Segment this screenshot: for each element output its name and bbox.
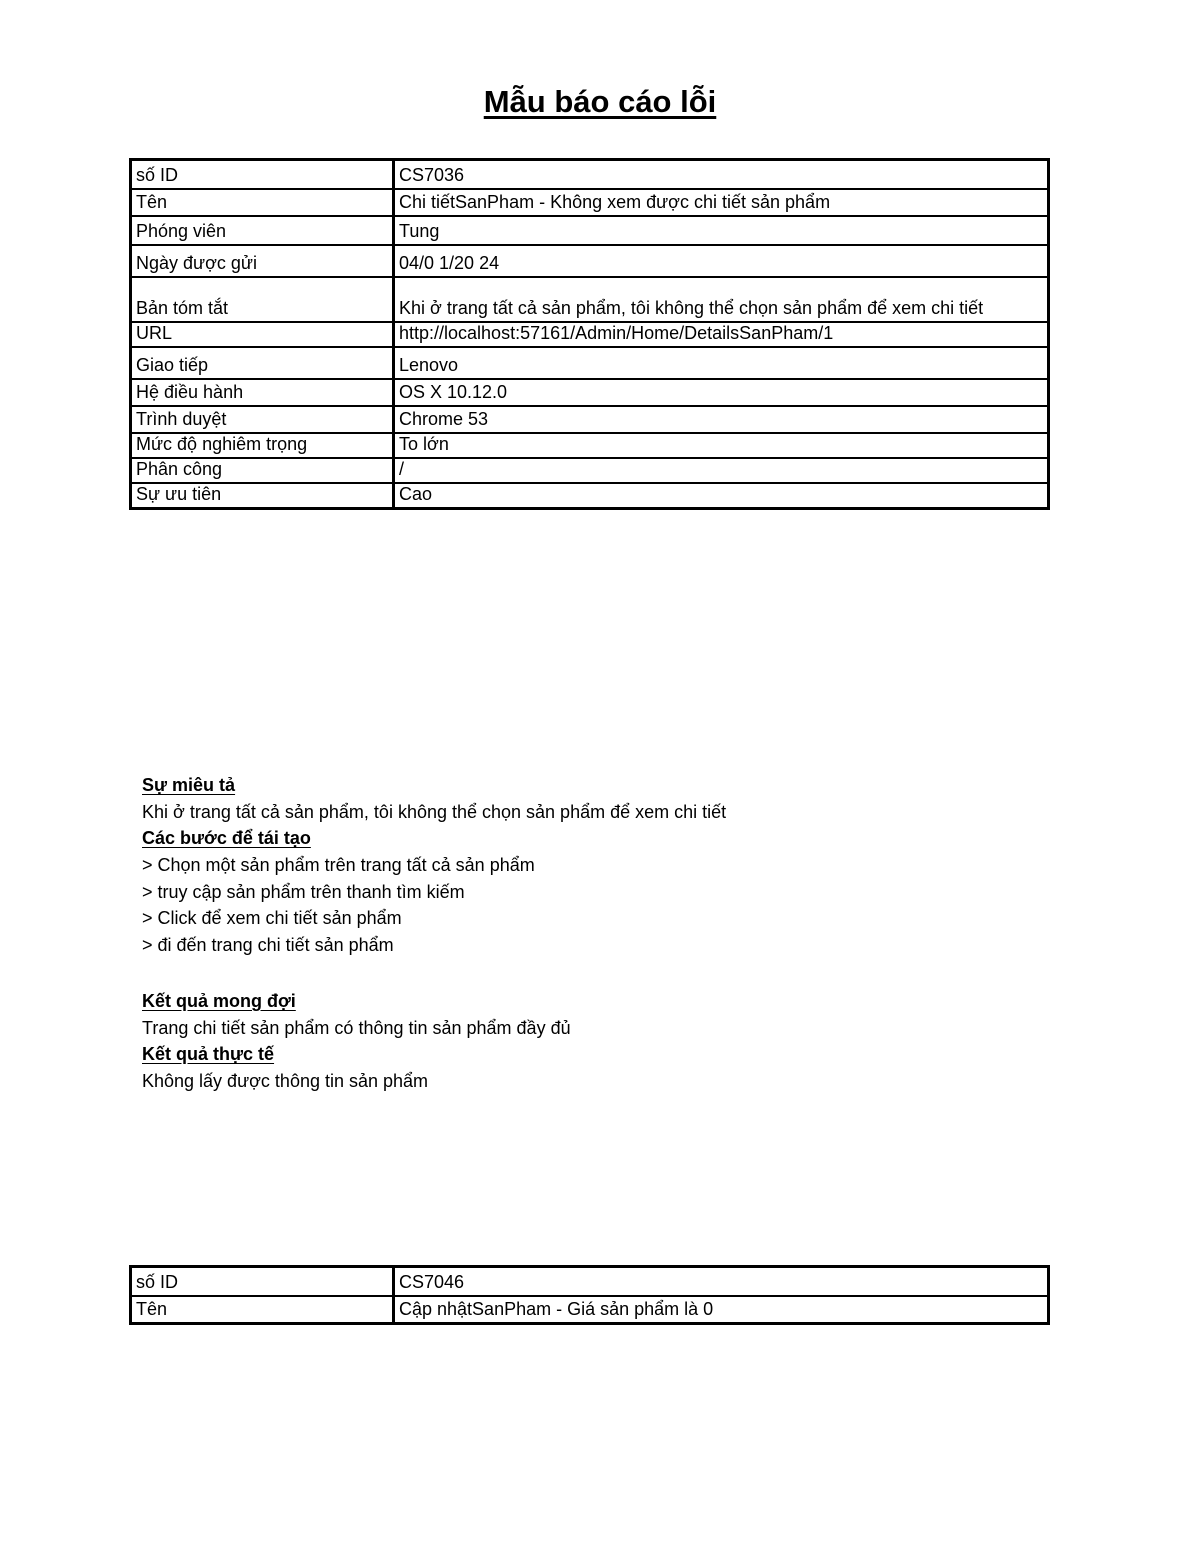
field-label-date-submitted: Ngày được gửi xyxy=(131,245,394,277)
field-label-summary: Bản tóm tắt xyxy=(131,277,394,322)
field-value-browser: Chrome 53 xyxy=(394,406,1049,433)
expected-result-heading: Kết quả mong đợi xyxy=(142,990,296,1011)
field-label-name: Tên xyxy=(131,189,394,216)
table-row xyxy=(131,245,1049,277)
field-value-id: CS7036 xyxy=(394,160,1049,190)
spacer xyxy=(142,959,1042,988)
description-heading: Sự miêu tả xyxy=(142,775,236,795)
field-label-platform: Giao tiếp xyxy=(131,347,394,379)
bug-report-table-2 xyxy=(129,1265,1050,1325)
field-label-priority: Sự ưu tiên xyxy=(131,483,394,509)
field-label-os: Hệ điều hành xyxy=(131,379,394,406)
field-value-os: OS X 10.12.0 xyxy=(394,379,1049,406)
field-label-id: số ID xyxy=(131,160,394,190)
steps-heading: Các bước để tái tạo xyxy=(142,828,311,849)
step-item: > Chọn một sản phẩm trên trang tất cả sản phẩm xyxy=(142,855,535,876)
field-label-name: Tên xyxy=(131,1296,394,1324)
table-row xyxy=(131,483,1049,509)
expected-result-text: Trang chi tiết sản phẩm có thông tin sản phẩm đầy đủ xyxy=(142,1017,571,1038)
field-label-reporter: Phóng viên xyxy=(131,216,394,245)
field-label-id: số ID xyxy=(131,1267,394,1297)
step-item: > Click để xem chi tiết sản phẩm xyxy=(142,908,402,929)
step-item: > đi đến trang chi tiết sản phẩm xyxy=(142,935,394,956)
description-text: Khi ở trang tất cả sản phẩm, tôi không thể chọn sản phẩm để xem chi tiết xyxy=(142,801,727,822)
actual-result-text: Không lấy được thông tin sản phẩm xyxy=(142,1070,429,1091)
field-value-severity: To lớn xyxy=(394,433,1049,458)
table-row xyxy=(131,160,1049,190)
table-row xyxy=(131,322,1049,347)
actual-result-heading: Kết quả thực tế xyxy=(142,1044,275,1065)
field-label-severity: Mức độ nghiêm trọng xyxy=(131,433,394,458)
table-row xyxy=(131,216,1049,245)
table-row xyxy=(131,189,1049,216)
bug-details-section xyxy=(142,772,1042,1095)
field-label-url: URL xyxy=(131,322,394,347)
table-row xyxy=(131,458,1049,483)
table-row xyxy=(131,433,1049,458)
field-value-url: http://localhost:57161/Admin/Home/DetailsSanPham/1 xyxy=(394,322,1049,347)
field-value-date-submitted: 04/0 1/20 24 xyxy=(394,245,1049,277)
table-row xyxy=(131,1296,1049,1324)
table-row xyxy=(131,1267,1049,1297)
field-value-name: Chi tiếtSanPham - Không xem được chi tiết sản phẩm xyxy=(394,189,1049,216)
bug-report-table xyxy=(129,158,1050,510)
field-value-reporter: Tung xyxy=(394,216,1049,245)
field-value-priority: Cao xyxy=(394,483,1049,509)
field-value-id: CS7046 xyxy=(394,1267,1049,1297)
table-row xyxy=(131,277,1049,322)
field-value-assigned-to: / xyxy=(394,458,1049,483)
page-title: Mẫu báo cáo lỗi xyxy=(483,84,717,119)
step-item: > truy cập sản phẩm trên thanh tìm kiếm xyxy=(142,881,465,902)
field-value-platform: Lenovo xyxy=(394,347,1049,379)
field-value-name: Cập nhậtSanPham - Giá sản phẩm là 0 xyxy=(394,1296,1049,1324)
table-row xyxy=(131,347,1049,379)
table-row xyxy=(131,379,1049,406)
field-label-browser: Trình duyệt xyxy=(131,406,394,433)
field-label-assigned-to: Phân công xyxy=(131,458,394,483)
table-row xyxy=(131,406,1049,433)
field-value-summary: Khi ở trang tất cả sản phẩm, tôi không thể chọn sản phẩm để xem chi tiết xyxy=(394,277,1049,322)
